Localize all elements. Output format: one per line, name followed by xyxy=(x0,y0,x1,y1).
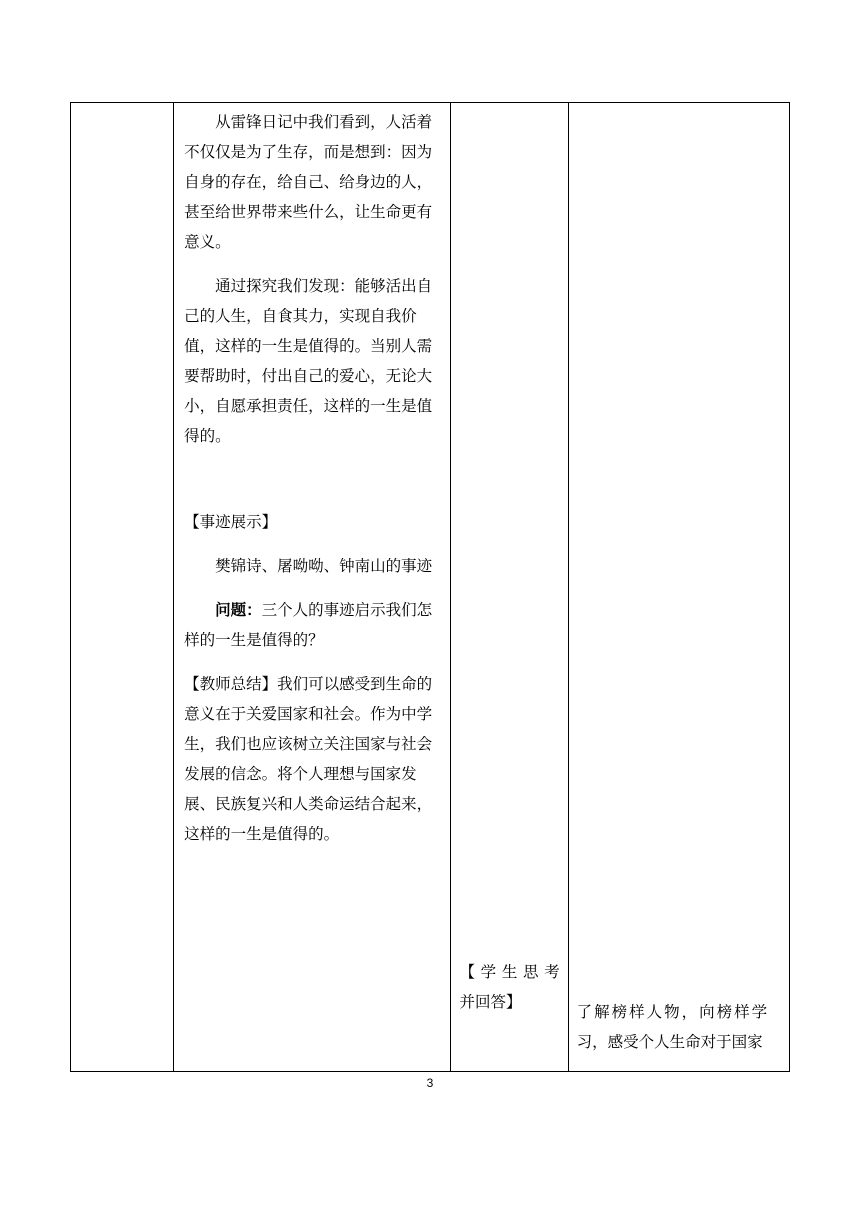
leifeng-diary-paragraph: 从雷锋日记中我们看到，人活着不仅仅是为了生存，而是想到：因为自身的存在，给自己、给身边的人，甚至给世界带来些什么，让生命更有意义。 xyxy=(184,113,433,251)
lesson-plan-table xyxy=(70,102,790,1072)
design-intent-line-1: 了解榜样人物，向榜样学 xyxy=(576,1003,770,1021)
stage-column-cell xyxy=(71,103,174,1072)
question-text: 三个人的事迹启示我们怎样的一生是值得的？ xyxy=(184,601,433,649)
question-label: 问题： xyxy=(215,600,262,619)
summary-paragraph xyxy=(184,669,441,849)
section-heading: 【事迹展示】 xyxy=(184,513,278,531)
summary-text: 我们可以感受到生命的意义在于关爱国家和社会。作为中学生，我们也应该树立关注国家与社会发展的信念。将个人理想与国家发展、民族复兴和人类命运结合起来，这样的一生是值得的。 xyxy=(184,675,433,843)
deeds-paragraph: 樊锦诗、屠呦呦、钟南山的事迹 xyxy=(215,557,433,575)
teacher-activity-cell xyxy=(174,103,450,1072)
student-activity-line-1: 【学生思考 xyxy=(459,963,560,981)
design-intent-line-2: 习，感受个人生命对于国家 xyxy=(576,1033,763,1051)
student-activity-note xyxy=(460,957,560,1017)
summary-label: 【教师总结】 xyxy=(184,675,278,693)
exploration-paragraph: 通过探究我们发现：能够活出自己的人生，自食其力，实现自我价值，这样的一生是值得的。当别人需要帮助时，付出自己的爱心，无论大小，自愿承担责任，这样的一生是值得的。 xyxy=(184,277,433,445)
table-row xyxy=(71,103,790,1072)
question-paragraph xyxy=(184,595,441,655)
design-intent-cell xyxy=(568,103,789,1072)
student-activity-line-2: 并回答】 xyxy=(459,993,522,1011)
design-intent-note xyxy=(577,997,783,1057)
student-activity-cell xyxy=(450,103,568,1072)
page-number: 3 xyxy=(426,1076,434,1090)
